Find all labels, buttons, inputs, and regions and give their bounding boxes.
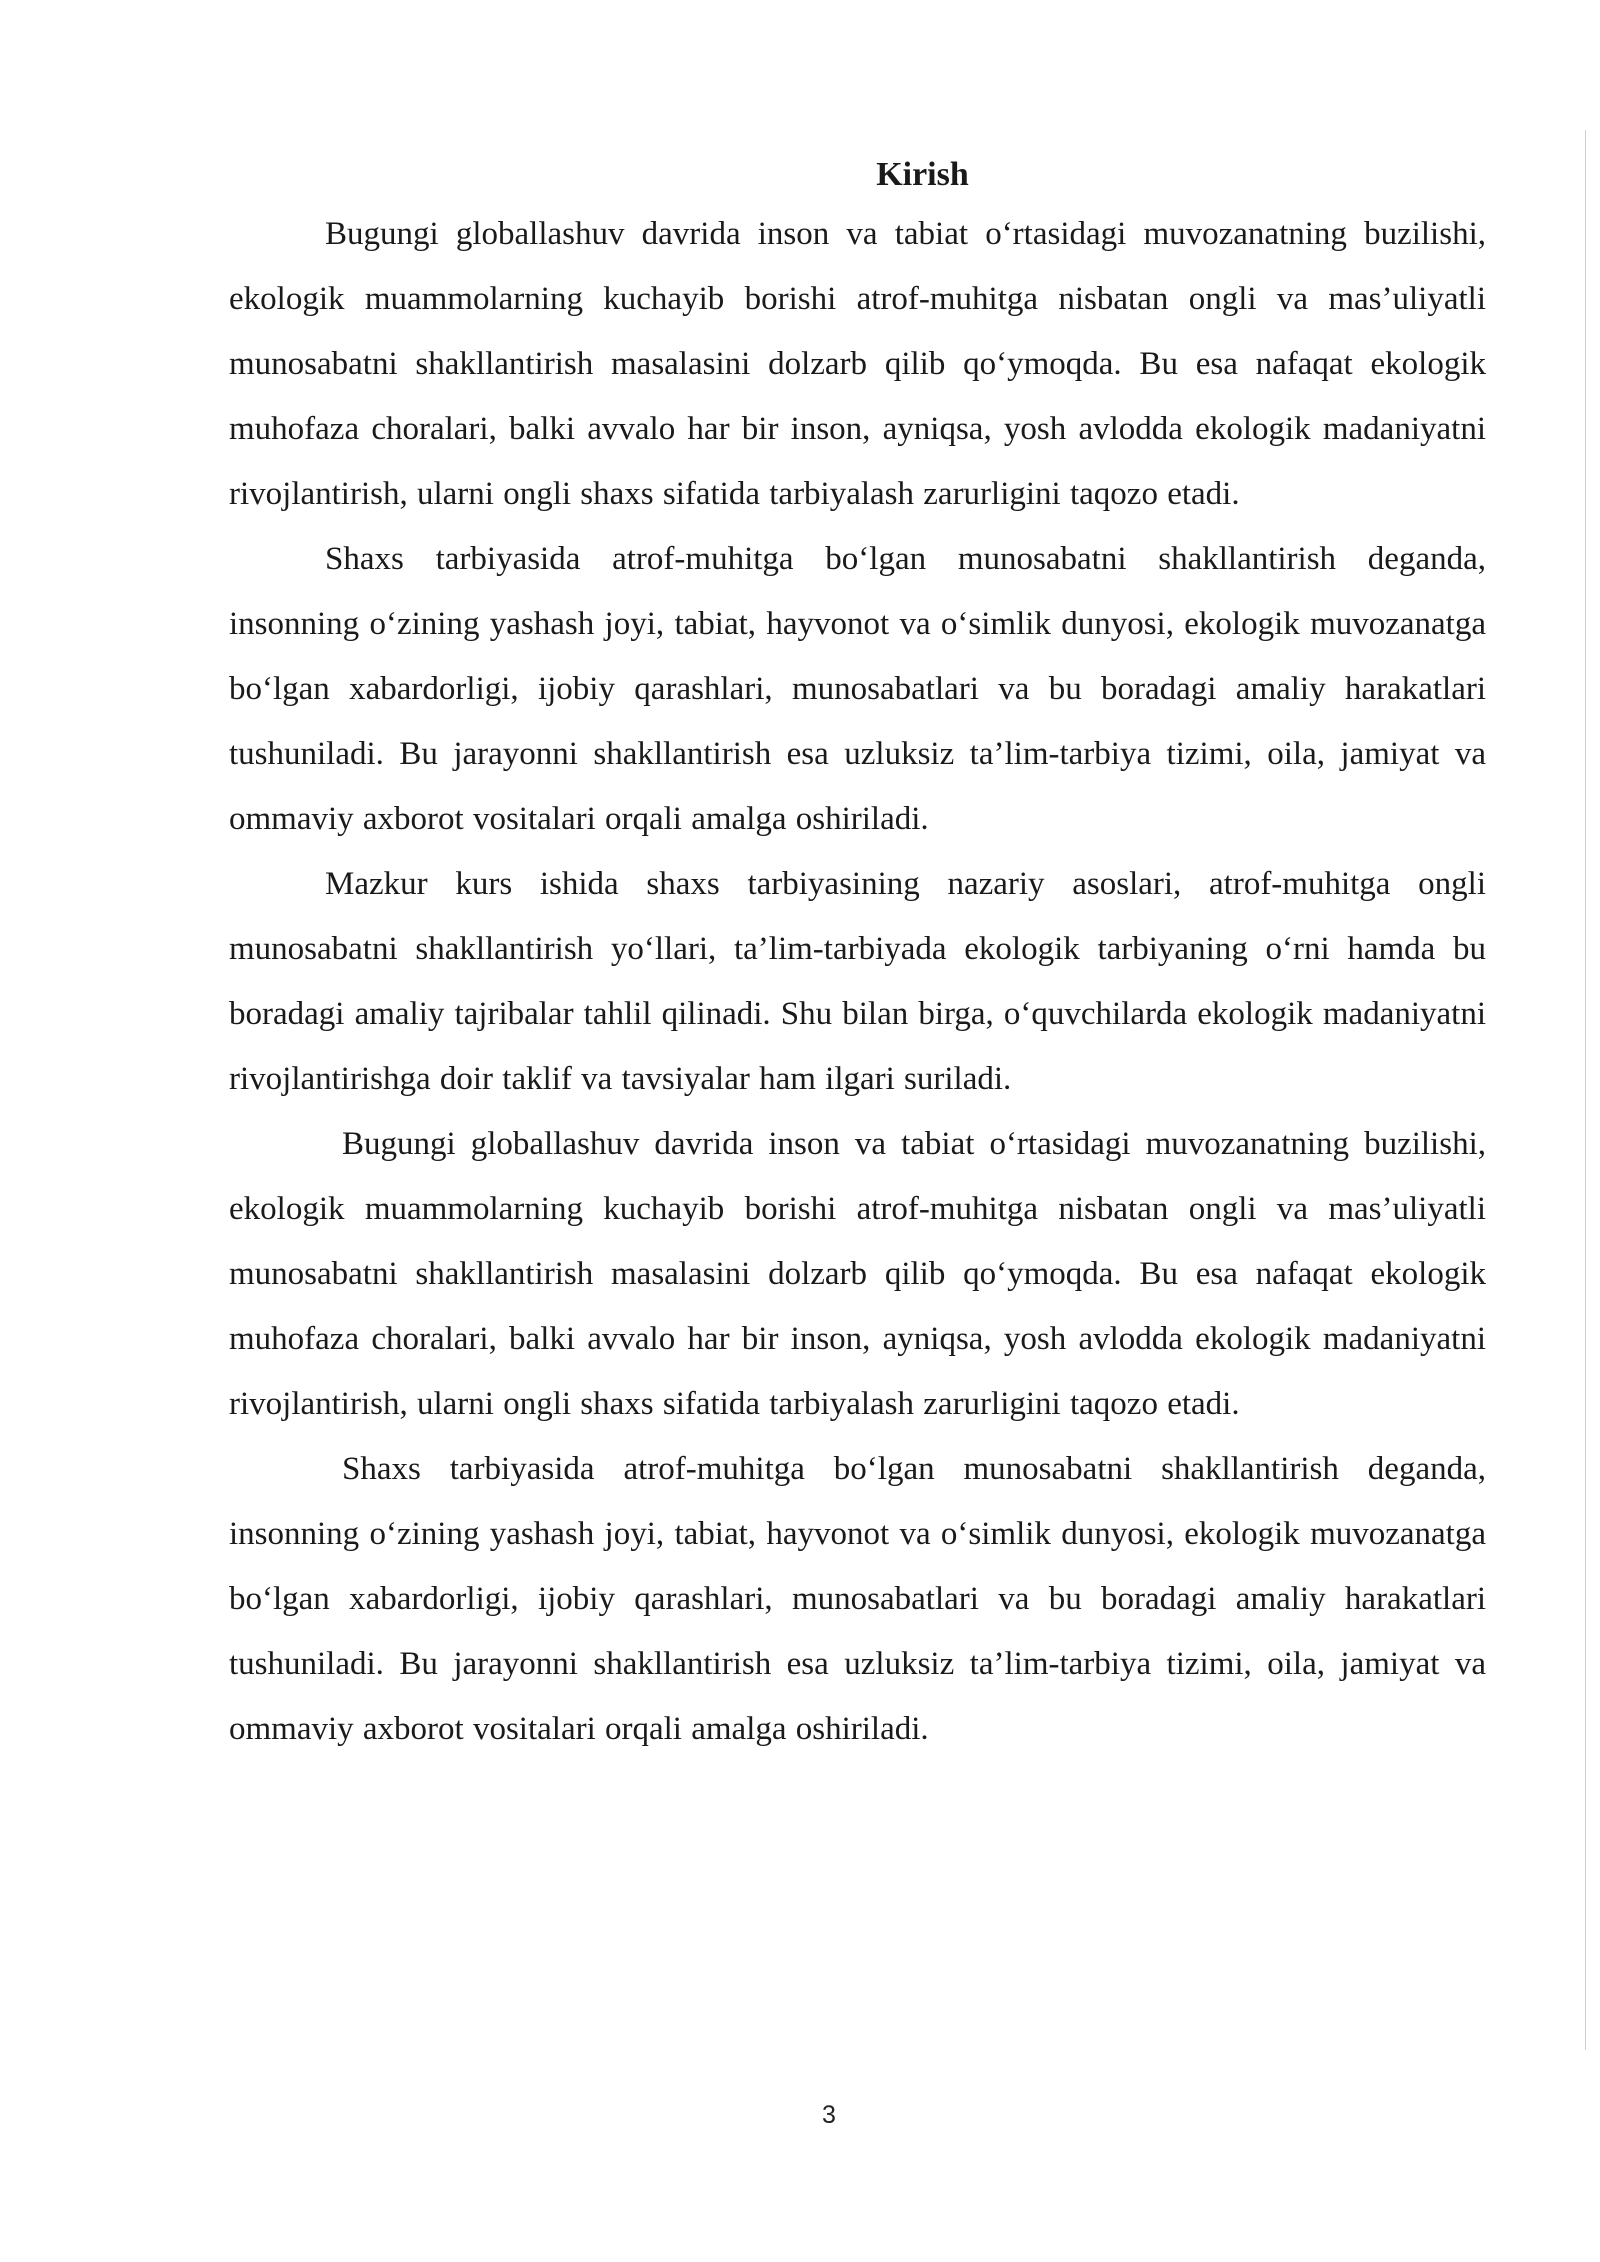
paragraph-4: Bugungi globallashuv davrida inson va tabiat o‘rtasidagi muvozanatning buzilishi, ekologik muammolarning kuchayib borishi atrof-muhitga nisbatan ongli va mas’uliyatli munosabatni shakllantirish masalasini dolzarb qilib qo‘ymoqda. Bu esa nafaqat ekologik muhofaza choralari, balki avvalo har bir inson, ayniqsa, yosh avlodda ekologik madaniyatni rivojlantirish, ularni ongli shaxs sifatida tarbiyalash zarurligini taqozo etadi.: [229, 1126, 1486, 1422]
page-content: [229, 148, 1486, 1762]
paragraph-1: Bugungi globallashuv davrida inson va tabiat o‘rtasidagi muvozanatning buzilishi, ekologik muammolarning kuchayib borishi atrof-muhitga nisbatan ongli va mas’uliyatli munosabatni shakllantirish masalasini dolzarb qilib qo‘ymoqda. Bu esa nafaqat ekologik muhofaza choralari, balki avvalo har bir inson, ayniqsa, yosh avlodda ekologik madaniyatni rivojlantirish, ularni ongli shaxs sifatida tarbiyalash zarurligini taqozo etadi.: [229, 216, 1486, 512]
page-number: 3: [822, 2101, 836, 2129]
page-title: Kirish: [876, 156, 969, 193]
paragraph-2: Shaxs tarbiyasida atrof-muhitga bo‘lgan munosabatni shakllantirish deganda, insonning o‘zining yashash joyi, tabiat, hayvonot va o‘simlik dunyosi, ekologik muvozanatga bo‘lgan xabardorligi, ijobiy qarashlari, munosabatlari va bu boradagi amaliy harakatlari tushuniladi. Bu jarayonni shakllantirish esa uzluksiz ta’lim-tarbiya tizimi, oila, jamiyat va ommaviy axborot vositalari orqali amalga oshiriladi.: [229, 541, 1486, 837]
paragraph-5: Shaxs tarbiyasida atrof-muhitga bo‘lgan munosabatni shakllantirish deganda, insonning o‘zining yashash joyi, tabiat, hayvonot va o‘simlik dunyosi, ekologik muvozanatga bo‘lgan xabardorligi, ijobiy qarashlari, munosabatlari va bu boradagi amaliy harakatlari tushuniladi. Bu jarayonni shakllantirish esa uzluksiz ta’lim-tarbiya tizimi, oila, jamiyat va ommaviy axborot vositalari orqali amalga oshiriladi.: [229, 1451, 1486, 1747]
paragraph-3: Mazkur kurs ishida shaxs tarbiyasining nazariy asoslari, atrof-muhitga ongli munosabatni shakllantirish yo‘llari, ta’lim-tarbiyada ekologik tarbiyaning o‘rni hamda bu boradagi amaliy tajribalar tahlil qilinadi. Shu bilan birga, o‘quvchilarda ekologik madaniyatni rivojlantirishga doir taklif va tavsiyalar ham ilgari suriladi.: [229, 866, 1486, 1097]
page-edge-rule: [1585, 130, 1586, 2050]
